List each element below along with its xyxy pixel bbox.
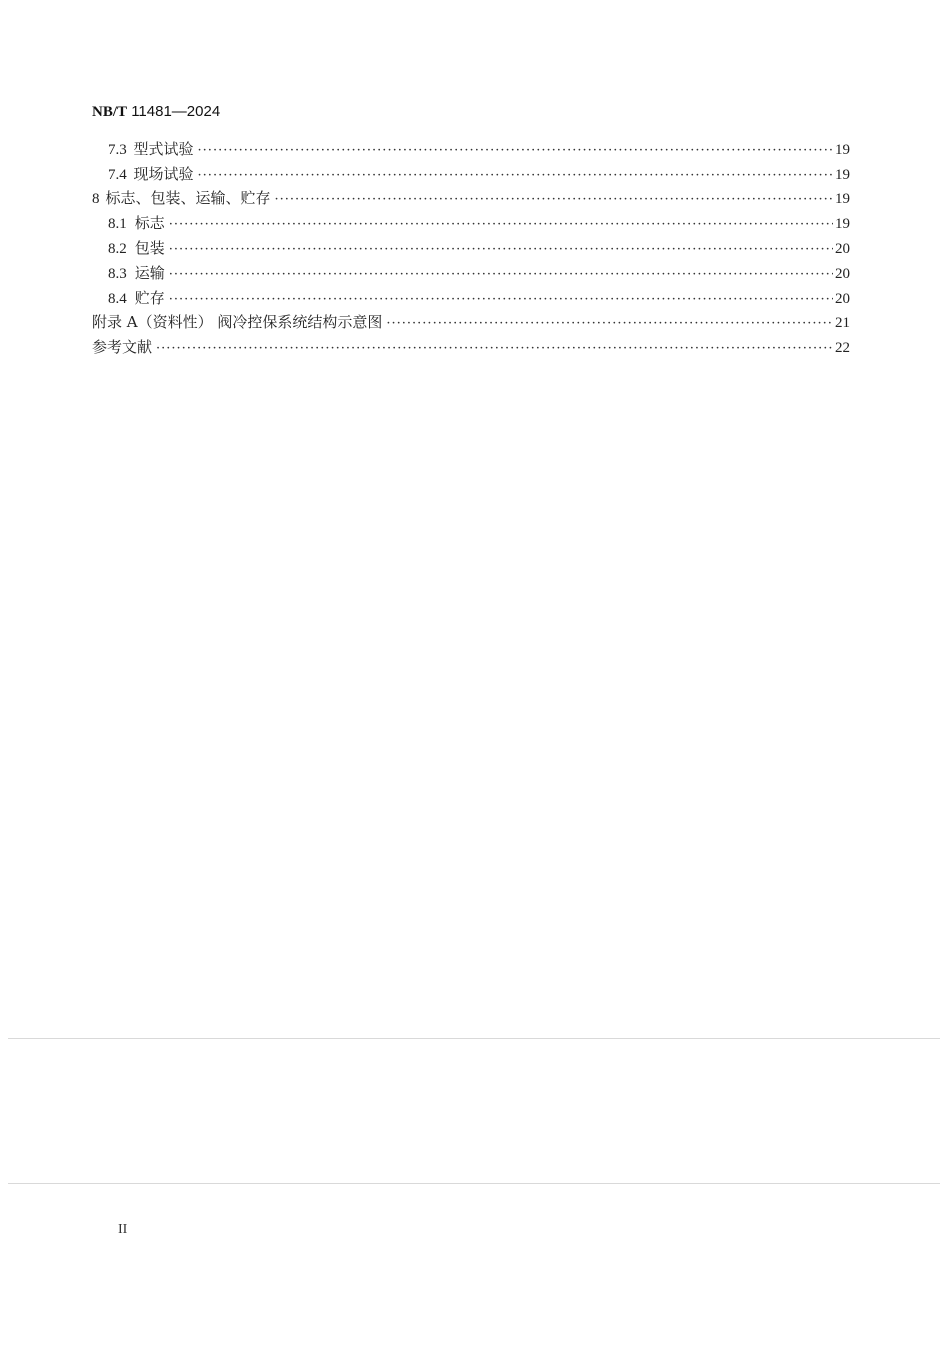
toc-entry-number: 7.3 (108, 142, 127, 158)
page-number: II (118, 1222, 128, 1237)
toc-entry-number: 8.1 (108, 216, 127, 232)
toc-entry-number: 7.4 (108, 167, 127, 183)
toc-leader-dots (169, 238, 833, 262)
toc-entry-page: 19 (835, 167, 850, 183)
toc-entry-page: 19 (835, 142, 850, 158)
toc-entry-number: 8.2 (108, 241, 127, 257)
toc-entry-appendix[interactable] (92, 310, 850, 334)
toc-entry-title: 型式试验 (133, 140, 194, 158)
toc-entry-title: 贮存 (134, 289, 165, 307)
toc-entry-title: 现场试验 (133, 165, 194, 183)
toc-entry-title: 包装 (134, 239, 165, 257)
toc-leader-dots (386, 312, 833, 336)
toc-leader-dots (169, 288, 833, 312)
toc-entry[interactable] (108, 261, 850, 285)
toc-entry[interactable] (108, 286, 850, 310)
toc-entry-number: 8.3 (108, 266, 127, 282)
toc-entry-title: 运输 (134, 264, 165, 282)
scan-divider-line (8, 1038, 940, 1039)
document-header (92, 103, 220, 121)
toc-entry-page: 21 (835, 315, 850, 331)
toc-entry-page: 19 (835, 216, 850, 232)
standard-code: NB/T (92, 104, 128, 120)
toc-entry-title: 标志 (134, 214, 165, 232)
toc-leader-dots (156, 337, 833, 361)
toc-leader-dots (169, 263, 833, 287)
toc-entry[interactable] (92, 186, 850, 210)
toc-leader-dots (169, 213, 833, 237)
standard-number: 11481—2024 (131, 103, 221, 120)
toc-entry[interactable] (108, 137, 850, 161)
toc-entry-page: 20 (835, 291, 850, 307)
toc-entry-page: 20 (835, 266, 850, 282)
toc-entry[interactable] (108, 211, 850, 235)
toc-leader-dots (274, 188, 833, 212)
toc-entry-title: 附录 A（资料性） 阀冷控保系统结构示意图 (92, 313, 383, 331)
toc-entry-page: 20 (835, 241, 850, 257)
scan-divider-line (8, 1183, 940, 1184)
toc-entry-title: 参考文献 (92, 338, 153, 356)
toc-entry[interactable] (108, 162, 850, 186)
toc-entry-page: 22 (835, 340, 850, 356)
toc-leader-dots (198, 139, 833, 163)
toc-leader-dots (198, 164, 833, 188)
toc-entry-page: 19 (835, 191, 850, 207)
toc-entry-number: 8.4 (108, 291, 127, 307)
toc-entry-number: 8 (92, 191, 100, 207)
toc-entry-title: 标志、包装、运输、贮存 (105, 189, 271, 207)
toc-entry[interactable] (108, 236, 850, 260)
toc-entry-references[interactable] (92, 335, 850, 359)
